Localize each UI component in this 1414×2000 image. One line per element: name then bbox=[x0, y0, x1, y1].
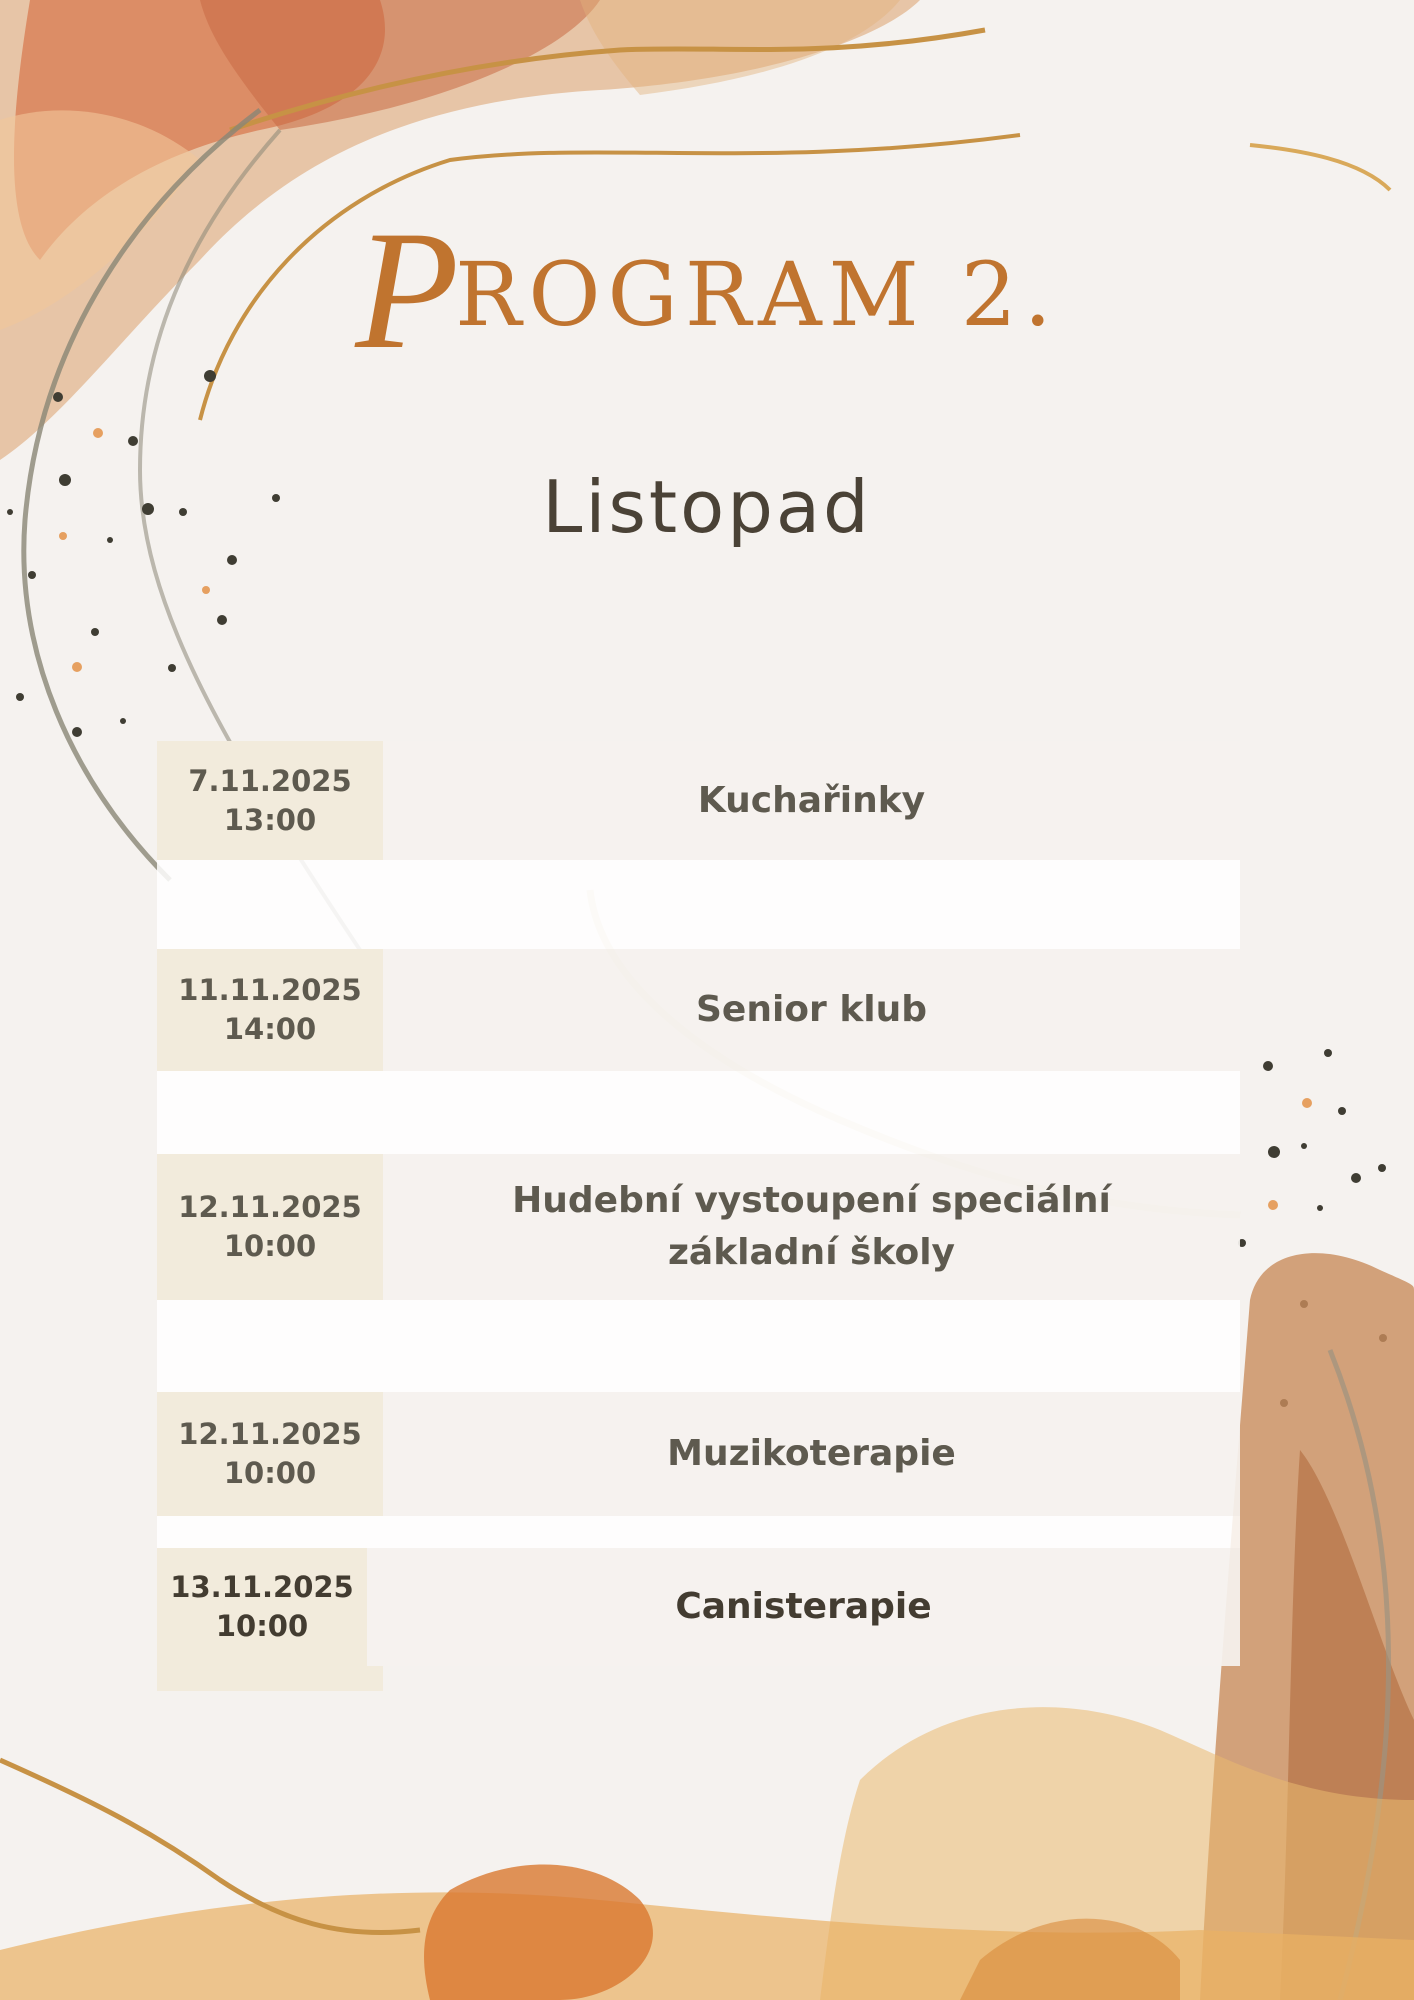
event-name: Canisterapie bbox=[367, 1548, 1240, 1666]
event-time: 13:00 bbox=[223, 802, 317, 837]
event-name: Muzikoterapie bbox=[383, 1392, 1240, 1516]
event-date: 12.11.2025 bbox=[178, 1190, 362, 1224]
event-datetime bbox=[157, 1154, 383, 1300]
schedule-row bbox=[157, 1392, 1240, 1516]
schedule-row bbox=[157, 1154, 1240, 1300]
month-heading: Listopad bbox=[542, 465, 872, 549]
row-spacer bbox=[157, 1516, 1240, 1548]
schedule-row bbox=[157, 741, 1240, 860]
event-datetime bbox=[157, 949, 383, 1071]
schedule-row bbox=[157, 1548, 1240, 1666]
event-date: 11.11.2025 bbox=[178, 973, 362, 1007]
title-initial-letter: P bbox=[355, 196, 460, 384]
event-name: Hudební vystoupení speciální základní školy bbox=[383, 1154, 1240, 1300]
row-spacer bbox=[157, 1071, 1240, 1154]
schedule-row bbox=[157, 949, 1240, 1071]
schedule-table bbox=[157, 741, 1240, 1691]
date-column-tail bbox=[157, 1666, 383, 1691]
event-date: 13.11.2025 bbox=[170, 1570, 354, 1604]
event-datetime bbox=[157, 741, 383, 860]
event-datetime bbox=[157, 1548, 367, 1666]
event-time: 10:00 bbox=[223, 1229, 317, 1263]
row-spacer bbox=[157, 1300, 1240, 1392]
event-date: 12.11.2025 bbox=[178, 1417, 362, 1451]
event-time: 14:00 bbox=[223, 1012, 317, 1046]
event-time: 10:00 bbox=[215, 1609, 309, 1643]
title-rest: ROGRAM 2. bbox=[455, 243, 1059, 346]
event-datetime bbox=[157, 1392, 383, 1516]
program-title bbox=[0, 196, 1414, 384]
row-spacer bbox=[157, 860, 1240, 949]
event-time: 10:00 bbox=[223, 1456, 317, 1490]
event-name: Kuchařinky bbox=[383, 741, 1240, 860]
event-date: 7.11.2025 bbox=[188, 763, 352, 798]
event-name: Senior klub bbox=[383, 949, 1240, 1071]
